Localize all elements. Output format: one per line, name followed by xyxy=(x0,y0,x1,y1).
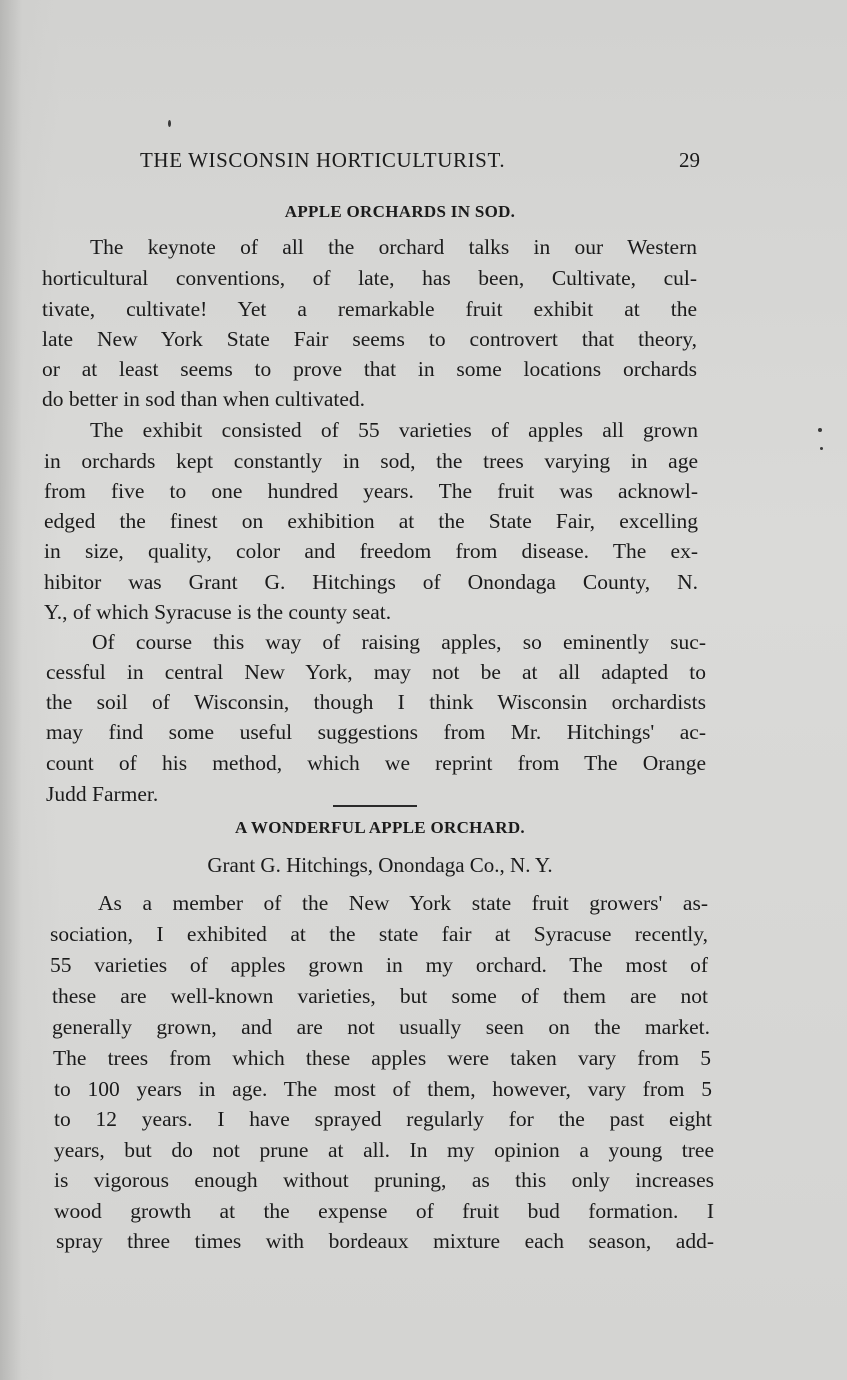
paragraph-line: or at least seems to prove that in some locations orchards xyxy=(42,357,697,381)
paragraph-line: is vigorous enough without pruning, as this only increases xyxy=(54,1168,714,1192)
article-heading: A WONDERFUL APPLE ORCHARD. xyxy=(235,818,525,837)
article-heading: APPLE ORCHARDS IN SOD. xyxy=(284,202,516,221)
paragraph-line: the soil of Wisconsin, though I think Wisconsin orchardists xyxy=(46,690,706,714)
paragraph-line: do better in sod than when cultivated. xyxy=(42,387,366,411)
paragraph-line: from five to one hundred years. The fruit was acknowl- xyxy=(44,479,698,503)
paragraph-line: late New York State Fair seems to controvert that theory, xyxy=(42,327,697,351)
paragraph-line: to 12 years. I have sprayed regularly for the past eight xyxy=(54,1107,712,1131)
paragraph-line: The exhibit consisted of 55 varieties of apples all grown xyxy=(90,418,698,442)
scan-speck xyxy=(168,120,171,127)
paragraph-line: 55 varieties of apples grown in my orchard. The most of xyxy=(50,953,708,977)
paragraph-line: spray three times with bordeaux mixture each season, add- xyxy=(56,1229,714,1253)
article-byline: Grant G. Hitchings, Onondaga Co., N. Y. xyxy=(207,853,553,877)
paragraph-line: in orchards kept constantly in sod, the trees varying in age xyxy=(44,449,698,473)
paragraph-line: to 100 years in age. The most of them, however, vary from 5 xyxy=(54,1077,712,1101)
paragraph-line: The trees from which these apples were taken vary from 5 xyxy=(53,1046,711,1070)
paragraph-line: may find some useful suggestions from Mr. Hitchings' ac- xyxy=(46,720,706,744)
paragraph-line: tivate, cultivate! Yet a remarkable fruit exhibit at the xyxy=(42,297,697,321)
paragraph-line: Judd Farmer. xyxy=(46,782,159,806)
paragraph-line: cessful in central New York, may not be at all adapted to xyxy=(46,660,706,684)
section-divider xyxy=(333,805,417,807)
page-number: 29 xyxy=(679,148,700,172)
paragraph-line: Y., of which Syracuse is the county seat. xyxy=(44,600,392,624)
paragraph-line: The keynote of all the orchard talks in our Western xyxy=(90,235,697,259)
paragraph-line: horticultural conventions, of late, has been, Cultivate, cul- xyxy=(42,266,697,290)
paragraph-line: sociation, I exhibited at the state fair at Syracuse recently, xyxy=(50,922,708,946)
paragraph-line: in size, quality, color and freedom from disease. The ex- xyxy=(44,539,698,563)
paragraph-line: Of course this way of raising apples, so eminently suc- xyxy=(92,630,706,654)
paragraph-line: generally grown, and are not usually seen on the market. xyxy=(52,1015,710,1039)
paragraph-line: these are well-known varieties, but some of them are not xyxy=(52,984,708,1008)
running-head xyxy=(140,148,700,178)
paragraph-line: count of his method, which we reprint from The Orange xyxy=(46,751,706,775)
paragraph-line: wood growth at the expense of fruit bud formation. I xyxy=(54,1199,714,1223)
paragraph-line: As a member of the New York state fruit growers' as- xyxy=(98,891,708,915)
paragraph-line: years, but do not prune at all. In my opinion a young tree xyxy=(54,1138,714,1162)
scan-speck xyxy=(818,428,822,432)
running-title: THE WISCONSIN HORTICULTURIST. xyxy=(140,148,506,172)
scan-speck xyxy=(820,447,823,450)
paragraph-line: edged the finest on exhibition at the State Fair, excelling xyxy=(44,509,698,533)
paragraph-line: hibitor was Grant G. Hitchings of Onondaga County, N. xyxy=(44,570,698,594)
